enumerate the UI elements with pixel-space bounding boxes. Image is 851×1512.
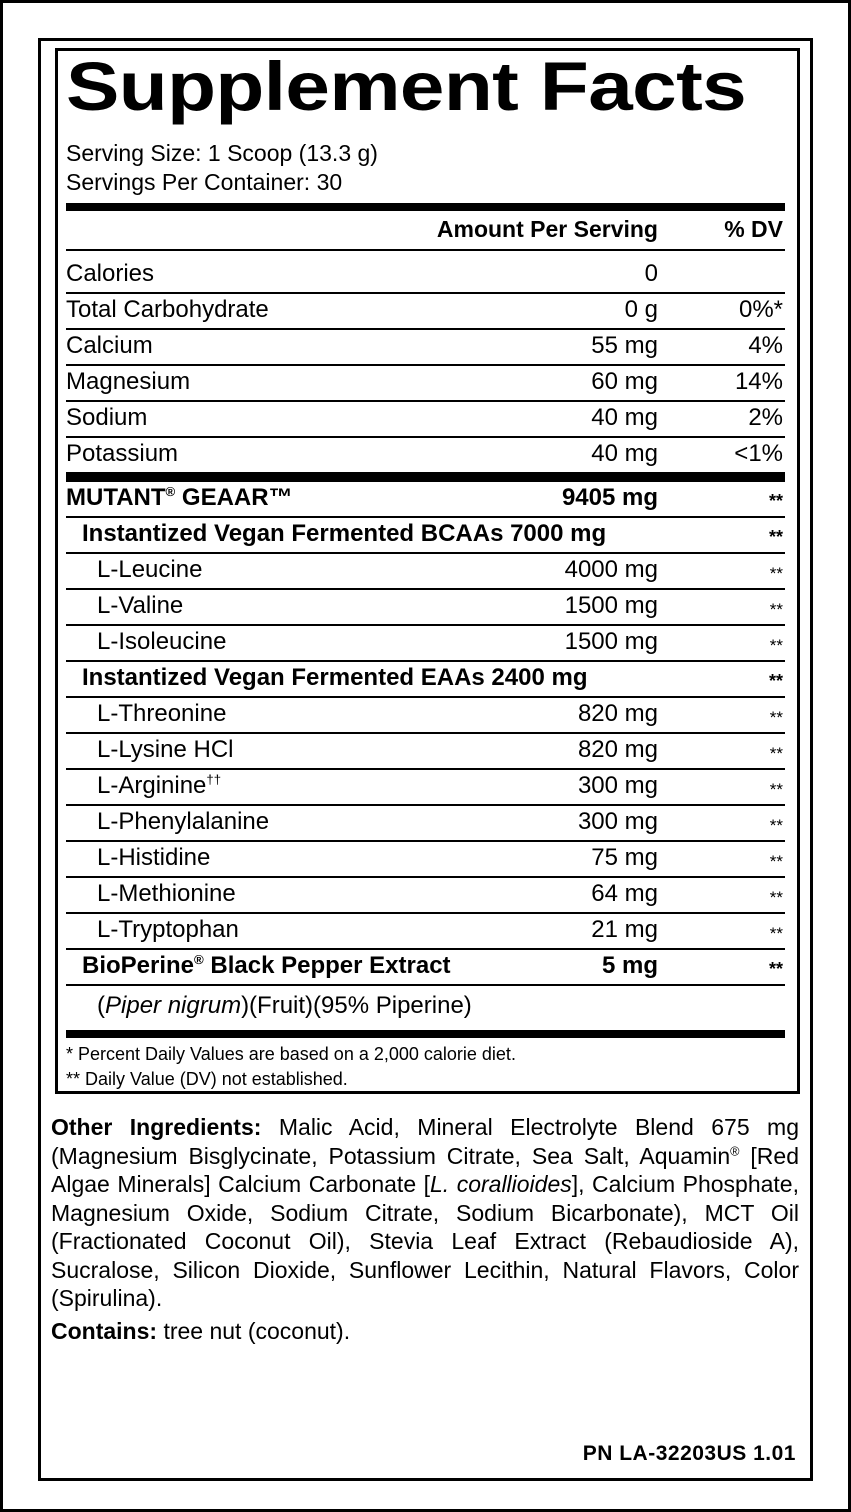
bioperine-dv: ** bbox=[768, 959, 783, 979]
nutrient-amount: 300 mg bbox=[577, 772, 658, 799]
nutrient-dv: ** bbox=[769, 888, 783, 907]
nutrient-name-text: L-Threonine bbox=[97, 700, 227, 727]
footnote-mark: †† bbox=[206, 772, 222, 787]
nutrient-amount: 40 mg bbox=[591, 440, 658, 467]
bioperine-row bbox=[66, 950, 785, 986]
nutrient-amount: 55 mg bbox=[591, 332, 658, 359]
bioperine-source-rest: )(Fruit)(95% Piperine) bbox=[241, 992, 472, 1019]
amount-header: Amount Per Serving bbox=[436, 216, 658, 242]
nutrient-name-text: Calcium bbox=[66, 332, 153, 359]
nutrient-row bbox=[66, 914, 785, 950]
nutrient-amount: 300 mg bbox=[577, 808, 658, 835]
blend-name-rest: GEAAR™ bbox=[175, 484, 293, 511]
other-ingredients-label: Other Ingredients: bbox=[51, 1114, 262, 1140]
nutrient-amount: 820 mg bbox=[577, 700, 658, 727]
divider-thick bbox=[66, 203, 785, 211]
bioperine-source bbox=[97, 992, 777, 1020]
nutrient-row bbox=[66, 366, 785, 402]
blend-name: MUTANT bbox=[66, 484, 166, 511]
part-number: PN LA-32203US 1.01 bbox=[582, 1442, 796, 1465]
nutrient-row bbox=[66, 842, 785, 878]
blend-amount: 9405 mg bbox=[561, 484, 658, 511]
eaa-row bbox=[66, 662, 785, 698]
nutrient-row bbox=[66, 734, 785, 770]
nutrient-amount: 60 mg bbox=[591, 368, 658, 395]
nutrient-amount: 1500 mg bbox=[564, 628, 658, 655]
nutrient-name bbox=[66, 332, 153, 360]
nutrient-amount: 0 bbox=[644, 260, 658, 287]
nutrient-dv: ** bbox=[769, 744, 783, 763]
nutrient-name bbox=[66, 404, 147, 432]
divider-thick bbox=[66, 1030, 785, 1038]
nutrient-amount: 1500 mg bbox=[564, 592, 658, 619]
nutrient-row bbox=[66, 806, 785, 842]
nutrient-name bbox=[97, 808, 269, 836]
bioperine-name: BioPerine bbox=[82, 952, 195, 979]
bioperine-name-rest: Black Pepper Extract bbox=[203, 952, 451, 979]
nutrient-name-text: L-Valine bbox=[97, 592, 184, 619]
serving-size: Serving Size: 1 Scoop (13.3 g) bbox=[66, 140, 378, 166]
nutrient-dv: 4% bbox=[748, 332, 783, 359]
nutrient-dv: ** bbox=[769, 852, 783, 871]
nutrient-amount: 64 mg bbox=[591, 880, 658, 907]
registered-mark: ® bbox=[730, 1143, 740, 1158]
other-ingredients-text: [Red Algae Minerals] Calcium Carbonate [ bbox=[51, 1142, 799, 1197]
nutrient-name-text: L-Methionine bbox=[97, 880, 236, 907]
nutrient-row bbox=[66, 878, 785, 914]
nutrient-name bbox=[97, 556, 202, 584]
nutrient-dv: 0%* bbox=[738, 296, 783, 323]
nutrient-row bbox=[66, 554, 785, 590]
other-ingredients-latin: L. corallioides bbox=[430, 1171, 572, 1197]
nutrient-name-text: L-Tryptophan bbox=[97, 916, 239, 943]
eaa-name: Instantized Vegan Fermented EAAs 2400 mg bbox=[82, 664, 588, 691]
footnote-not-established: ** Daily Value (DV) not established. bbox=[66, 1069, 348, 1089]
nutrient-dv: <1% bbox=[734, 440, 783, 467]
nutrient-name bbox=[66, 296, 269, 324]
nutrient-name-text: L-Leucine bbox=[97, 556, 203, 583]
nutrient-name-text: Sodium bbox=[66, 404, 148, 431]
nutrient-name bbox=[97, 844, 210, 872]
nutrient-name-text: L-Isoleucine bbox=[97, 628, 227, 655]
nutrient-dv: 14% bbox=[734, 368, 783, 395]
nutrient-dv: ** bbox=[769, 636, 783, 655]
registered-mark: ® bbox=[194, 952, 204, 967]
nutrient-name-text: L-Phenylalanine bbox=[97, 808, 270, 835]
nutrient-name-text: Magnesium bbox=[66, 368, 191, 395]
blend-row bbox=[66, 482, 785, 518]
nutrient-name-text: L-Lysine HCl bbox=[97, 736, 234, 763]
nutrient-dv: 2% bbox=[748, 404, 783, 431]
nutrient-name bbox=[66, 368, 190, 396]
nutrient-amount: 4000 mg bbox=[564, 556, 658, 583]
nutrient-name bbox=[97, 736, 234, 764]
nutrient-name bbox=[97, 628, 226, 656]
bcaa-row bbox=[66, 518, 785, 554]
eaa-dv: ** bbox=[768, 671, 783, 691]
nutrient-row bbox=[66, 402, 785, 438]
nutrient-row bbox=[66, 258, 785, 294]
contains-label: Contains: bbox=[51, 1318, 158, 1344]
registered-mark: ® bbox=[165, 484, 176, 499]
nutrient-name-text: Total Carbohydrate bbox=[66, 296, 269, 323]
nutrient-row bbox=[66, 590, 785, 626]
other-ingredients-text: ], Calcium Phosphate, Magnesium Oxide, Sodium Citrate, Sodium Bicarbonate), MCT Oil (Fractionated Coconut Oil), Stevia Leaf Extract (Rebaudioside A), Sucralose, Silicon Dioxide, Sunflower Lecithin, Natural Flavors, Color (Spirulina). bbox=[51, 1171, 799, 1311]
nutrient-dv: ** bbox=[769, 816, 783, 835]
nutrient-dv: ** bbox=[769, 600, 783, 619]
nutrient-row bbox=[66, 770, 785, 806]
servings-per-container: Servings Per Container: 30 bbox=[66, 169, 343, 195]
nutrient-amount: 21 mg bbox=[591, 916, 658, 943]
nutrient-amount: 820 mg bbox=[577, 736, 658, 763]
nutrient-row bbox=[66, 294, 785, 330]
blend-dv: ** bbox=[768, 491, 783, 511]
dv-header: % DV bbox=[724, 216, 783, 242]
nutrient-name bbox=[97, 700, 226, 728]
nutrient-name bbox=[66, 260, 154, 288]
nutrient-name bbox=[97, 880, 236, 908]
nutrient-name bbox=[97, 772, 221, 800]
column-header bbox=[66, 211, 785, 251]
bcaa-dv: ** bbox=[768, 527, 783, 547]
footnote-dv: * Percent Daily Values are based on a 2,000 calorie diet. bbox=[66, 1044, 516, 1064]
bcaa-name: Instantized Vegan Fermented BCAAs 7000 mg bbox=[82, 520, 607, 547]
nutrient-name-text: Potassium bbox=[66, 440, 179, 467]
nutrient-dv: ** bbox=[769, 564, 783, 583]
other-ingredients-text: Malic Acid, Mineral Electrolyte Blend 675 mg (Magnesium Bisglycinate, Potassium Citrate, Sea Salt, Aquamin bbox=[51, 1114, 800, 1169]
bioperine-amount: 5 mg bbox=[601, 952, 658, 979]
nutrient-amount: 40 mg bbox=[591, 404, 658, 431]
bioperine-latin-name: Piper nigrum bbox=[105, 992, 242, 1019]
nutrient-dv: ** bbox=[769, 708, 783, 727]
nutrient-row bbox=[66, 626, 785, 662]
nutrient-name bbox=[97, 916, 239, 944]
page-title: Supplement Facts bbox=[66, 48, 747, 125]
other-ingredients bbox=[51, 1113, 799, 1313]
nutrient-name-text: Calories bbox=[66, 260, 155, 287]
divider-thick bbox=[66, 474, 785, 482]
contains-text: tree nut (coconut). bbox=[157, 1318, 351, 1344]
nutrient-row bbox=[66, 330, 785, 366]
nutrient-amount: 0 g bbox=[624, 296, 658, 323]
nutrient-dv: ** bbox=[769, 924, 783, 943]
nutrient-name-text: L-Arginine bbox=[97, 772, 207, 799]
nutrient-row bbox=[66, 438, 785, 474]
paren-open: ( bbox=[97, 992, 105, 1019]
nutrient-name-text: L-Histidine bbox=[97, 844, 211, 871]
nutrient-row bbox=[66, 698, 785, 734]
nutrient-dv: ** bbox=[769, 780, 783, 799]
nutrient-amount: 75 mg bbox=[591, 844, 658, 871]
allergen-statement bbox=[51, 1318, 350, 1345]
nutrient-name bbox=[97, 592, 183, 620]
nutrient-name bbox=[66, 440, 178, 468]
